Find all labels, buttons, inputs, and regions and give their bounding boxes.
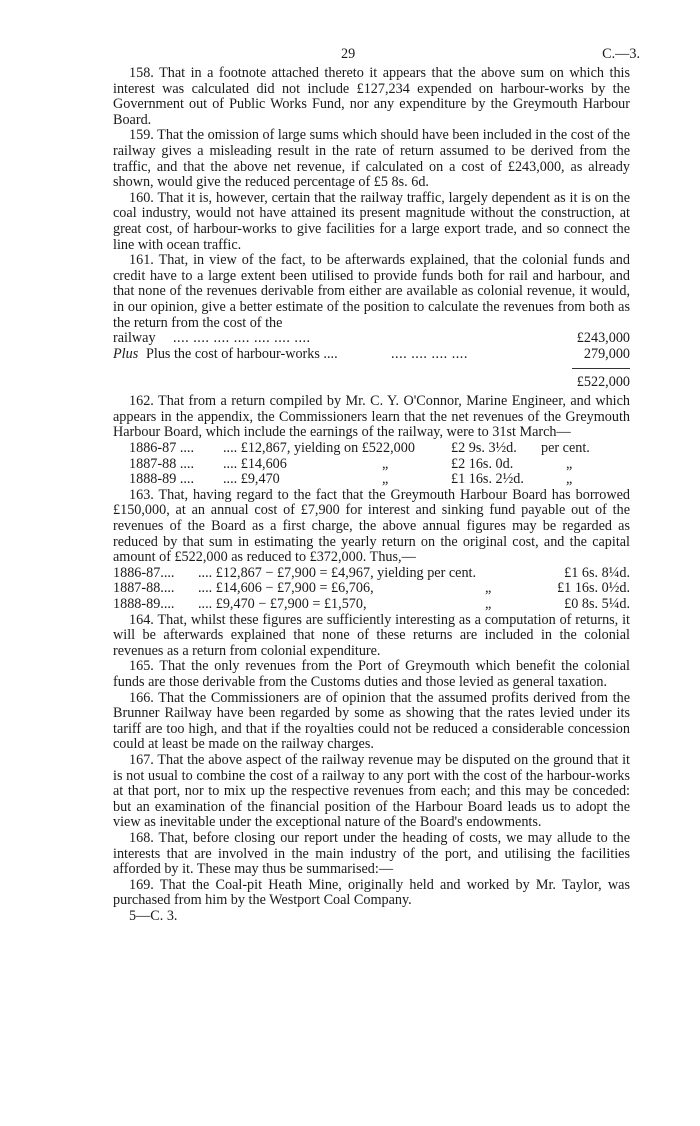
cost-label-plus: Plus <box>113 345 139 362</box>
reduced-row <box>113 581 630 597</box>
ditto-mark: „ <box>485 596 492 612</box>
paragraph-168: 168. That, before closing our report under the heading of costs, we may allude to the interests that are involved in the main industry of the port, and utilising the facilities afforded by it. These may thus be summarised:— <box>113 829 630 878</box>
paragraph-158: 158. That in a footnote attached thereto it appears that the above sum on which this interest was calculated did not include £127,234 expended on harbour-works by the Government out of Public Works Fund, nor any expenditure by the Greymouth Harbour Board. <box>113 65 630 128</box>
cost-row-harbour <box>113 347 630 363</box>
revenue-amount: .... £9,470 <box>223 471 280 488</box>
paragraph-162: 162. That from a return compiled by Mr. C. Y. O'Connor, Marine Engineer, and which appears in the appendix, the Commissioners learn that the net revenues of the Greymouth Harbour Board, which include the earnings of the railway, were to 31st March— <box>113 393 630 441</box>
paragraph-159: 159. That the omission of large sums which should have been included in the cost of the railway gives a misleading result in the rate of return assumed to be derived from the traffic, and that the above net revenue, if calculated on a cost of £243,000, as already shown, would give the reduced percentage of £5 8s. 6d. <box>113 127 630 191</box>
page-signature: 5—C. 3. <box>129 907 178 924</box>
reduced-year: 1888-89.... <box>113 596 175 612</box>
revenue-row <box>129 457 630 473</box>
revenue-amount: .... £12,867, yielding on £522,000 <box>223 440 415 457</box>
revenue-year: 1886-87 .... <box>129 440 195 457</box>
revenue-rate: £2 9s. 3½d. <box>451 440 517 457</box>
revenue-rate: £1 16s. 2½d. <box>451 471 524 488</box>
ditto-mark: „ <box>566 471 573 488</box>
report-body <box>113 66 630 924</box>
reduced-rate: £1 6s. 8¼d. <box>564 564 630 581</box>
paragraph-167: 167. That the above aspect of the railway revenue may be disputed on the ground that it is not usual to combine the cost of a railway to any port with the cost of the harbour-works at that port, nor to mix up the respective revenues from each; and this may be conceded: but an examination of the financial position of the Harbour Board leads us to adopt the view as inevitable under the exceptional nature of the Board's endowments. <box>113 751 630 831</box>
reduced-calc: .... £14,606 − £7,900 = £6,706, <box>198 580 374 597</box>
reduced-row <box>113 566 630 582</box>
reduced-calc: .... £12,867 − £7,900 = £4,967, yielding per cent. <box>198 564 477 581</box>
reduced-rate: £1 16s. 0½d. <box>557 580 630 597</box>
paragraph-165: 165. That the only revenues from the Port of Greymouth which benefit the colonial funds are those derivable from the Customs duties and those levied as general taxation. <box>113 658 630 690</box>
document-reference: C.—3. <box>602 46 640 62</box>
revenue-year: 1888-89 .... <box>129 471 195 488</box>
revenue-rate: £2 16s. 0d. <box>451 455 514 472</box>
reduced-rate: £0 8s. 5¼d. <box>564 596 630 612</box>
cost-row-railway <box>113 331 630 347</box>
reduced-calc: .... £9,470 − £7,900 = £1,570, <box>198 596 367 612</box>
cost-label: railway <box>113 330 156 347</box>
cost-amount: 279,000 <box>583 345 630 362</box>
cost-leader: .... .... .... .... .... .... .... <box>173 330 311 347</box>
reduced-year: 1887-88.... <box>113 580 175 597</box>
ditto-mark: „ <box>382 455 389 472</box>
ditto-mark: „ <box>566 455 573 472</box>
paragraph-166: 166. That the Commissioners are of opinion that the assumed profits derived from the Brunner Railway have been regarded by some as showing that the rates levied under its tariff are too high, and that if the royalties could not be reduced a considerable concession could at least be made on the railway charges. <box>113 689 630 753</box>
cost-amount: £243,000 <box>576 330 630 347</box>
cost-total: £522,000 <box>576 374 630 391</box>
cost-leader: .... .... .... .... <box>391 345 468 362</box>
cost-total-row <box>113 373 630 391</box>
revenue-year: 1887-88 .... <box>129 455 195 472</box>
reduced-table <box>113 566 630 613</box>
paragraph-160: 160. That it is, however, certain that the railway traffic, largely dependent as it is on the coal industry, would not have attained its present magnitude without the construction, at great cost, of harbour-works to give facilities for a large export trade, and so connect the line with ocean traffic. <box>113 189 630 253</box>
paragraph-169: 169. That the Coal-pit Heath Mine, originally held and worked by Mr. Taylor, was purchased from him by the Westport Coal Company. <box>113 876 630 909</box>
reduced-row <box>113 597 630 613</box>
paragraph-163: 163. That, having regard to the fact that the Greymouth Harbour Board has borrowed £150,000, at an annual cost of £7,900 for interest and sinking fund payable out of the revenues of the Board as a first charge, the above annual figures may be regarded as reduced by that sum in estimating the yearly return on the original cost, and the capital amount of £522,000 as reduced to £372,000. Thus,— <box>113 486 630 566</box>
revenue-amount: .... £14,606 <box>223 455 287 472</box>
page-number: 29 <box>341 46 356 62</box>
cost-label: Plus the cost of harbour-works .... <box>146 345 338 362</box>
total-rule <box>113 362 630 373</box>
ditto-mark: „ <box>485 580 492 597</box>
ditto-mark: „ <box>382 471 389 488</box>
revenue-row <box>129 441 630 457</box>
revenue-table <box>129 441 630 488</box>
paragraph-164: 164. That, whilst these figures are sufficiently interesting as a computation of returns, it will be afterwards explained that none of these returns are included in the colonial revenues as a return from colonial expenditure. <box>113 611 630 659</box>
paragraph-161: 161. That, in view of the fact, to be afterwards explained, that the colonial funds and credit have to a large extent been utilised to provide funds both for rail and harbour, and that none of the revenues derivable from either are available as colonial revenue, it would, in our opinion, give a better estimate of the position to calculate the revenues from both as the return from the cost of the <box>113 252 630 331</box>
revenue-unit: per cent. <box>541 440 590 457</box>
page-header <box>0 47 700 65</box>
reduced-year: 1886-87.... <box>113 564 175 581</box>
revenue-row <box>129 472 630 488</box>
